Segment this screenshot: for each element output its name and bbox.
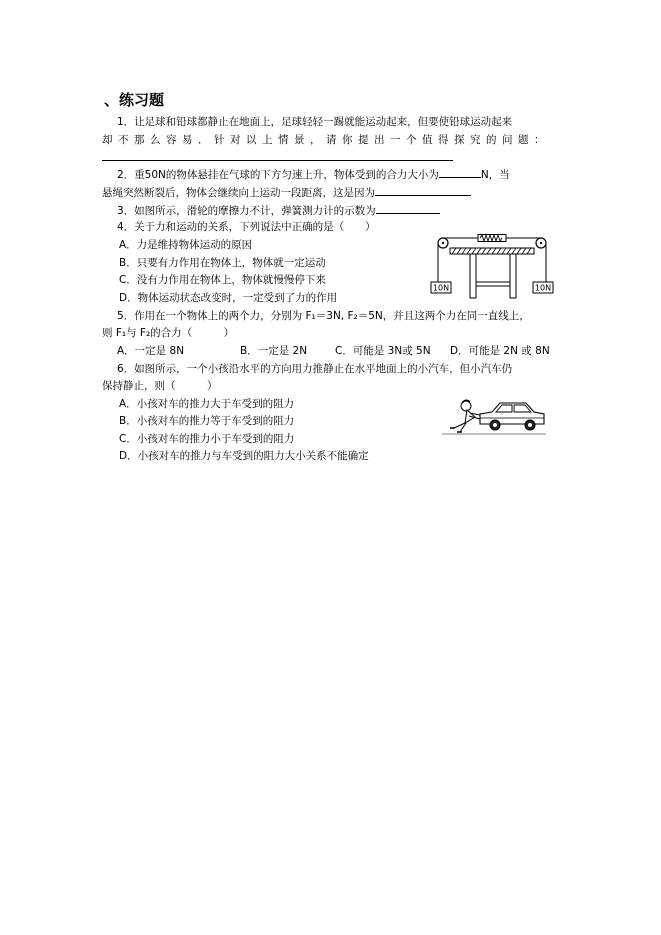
q6-option-d: D．小孩对车的推力与车受到的阻力大小关系不能确定 [119,450,369,462]
q3-text: 3．如图所示，滑轮的摩擦力不计，弹簧测力计的示数为 [117,205,376,217]
q3-line [117,202,440,219]
q4-option-a: A．力是维持物体运动的原因 [119,239,253,251]
right-weight-label: 10N [534,283,552,293]
q1-line1: 1．让足球和铅球都静止在地面上，足球轻轻一踢就能运动起来，但要使铅球运动起来 [117,116,513,128]
q2-line1 [117,166,510,183]
q4-option-d: D．物体运动状态改变时，一定受到了力的作用 [119,292,338,304]
table [450,248,534,298]
child-icon [450,400,480,432]
q1-answer-line [102,160,453,161]
q2-line1-tail: ，当 [488,169,510,181]
pulley-spring-scale-figure [430,230,554,300]
q6-option-b: B．小孩对车的推力等于车受到的阻力 [119,415,295,427]
q3-blank [376,202,440,214]
car-icon [480,403,544,430]
q6-option-c: C．小孩对车的推力小于车受到的阻力 [119,433,295,445]
q4-option-c: C．没有力作用在物体上，物体就慢慢停下来 [119,274,326,286]
q2-line2 [102,184,471,201]
child-pushing-car-figure [440,394,548,438]
left-weight-label: 10N [432,283,450,293]
q5-option-a: A．一定是 8N [117,345,185,357]
q2-blank-1 [439,166,481,178]
q4-stem: 4．关于力和运动的关系，下列说法中正确的是（ ） [117,221,376,233]
q2-line2-text: 悬绳突然断裂后，物体会继续向上运动一段距离，这是因为 [102,187,375,199]
q2-line1-text: 2．重50N的物体悬挂在气球的下方匀速上升，物体受到的合力大小为 [117,169,439,181]
q5-line1: 5．作用在一个物体上的两个力，分别为 F₁＝3N, F₂＝5N，并且这两个力在同一直线上， [117,310,530,322]
q5-option-b: B．一定是 2N [240,345,308,357]
q5-option-c: C．可能是 3N或 5N [335,345,431,357]
q5-line2: 则 F₁与 F₂的合力（ ） [102,327,235,339]
q6-option-a: A．小孩对车的推力大于车受到的阻力 [119,398,295,410]
q1-line2: 却不那么容易．针对以上情景，请你提出一个值得探究的问题： [102,134,550,146]
q6-line2: 保持静止，则（ ） [102,380,218,392]
q5-option-d: D．可能是 2N 或 8N [450,345,550,357]
q2-blank-2 [375,184,471,196]
q4-option-b: B．只要有力作用在物体上，物体就一定运动 [119,257,326,269]
spring-scale [478,235,506,242]
section-heading: 、练习题 [104,91,165,109]
q6-line1: 6．如图所示，一个小孩沿水平的方向用力推静止在水平地面上的小汽车，但小汽车仍 [117,363,513,375]
q2-unit: N [480,169,489,181]
